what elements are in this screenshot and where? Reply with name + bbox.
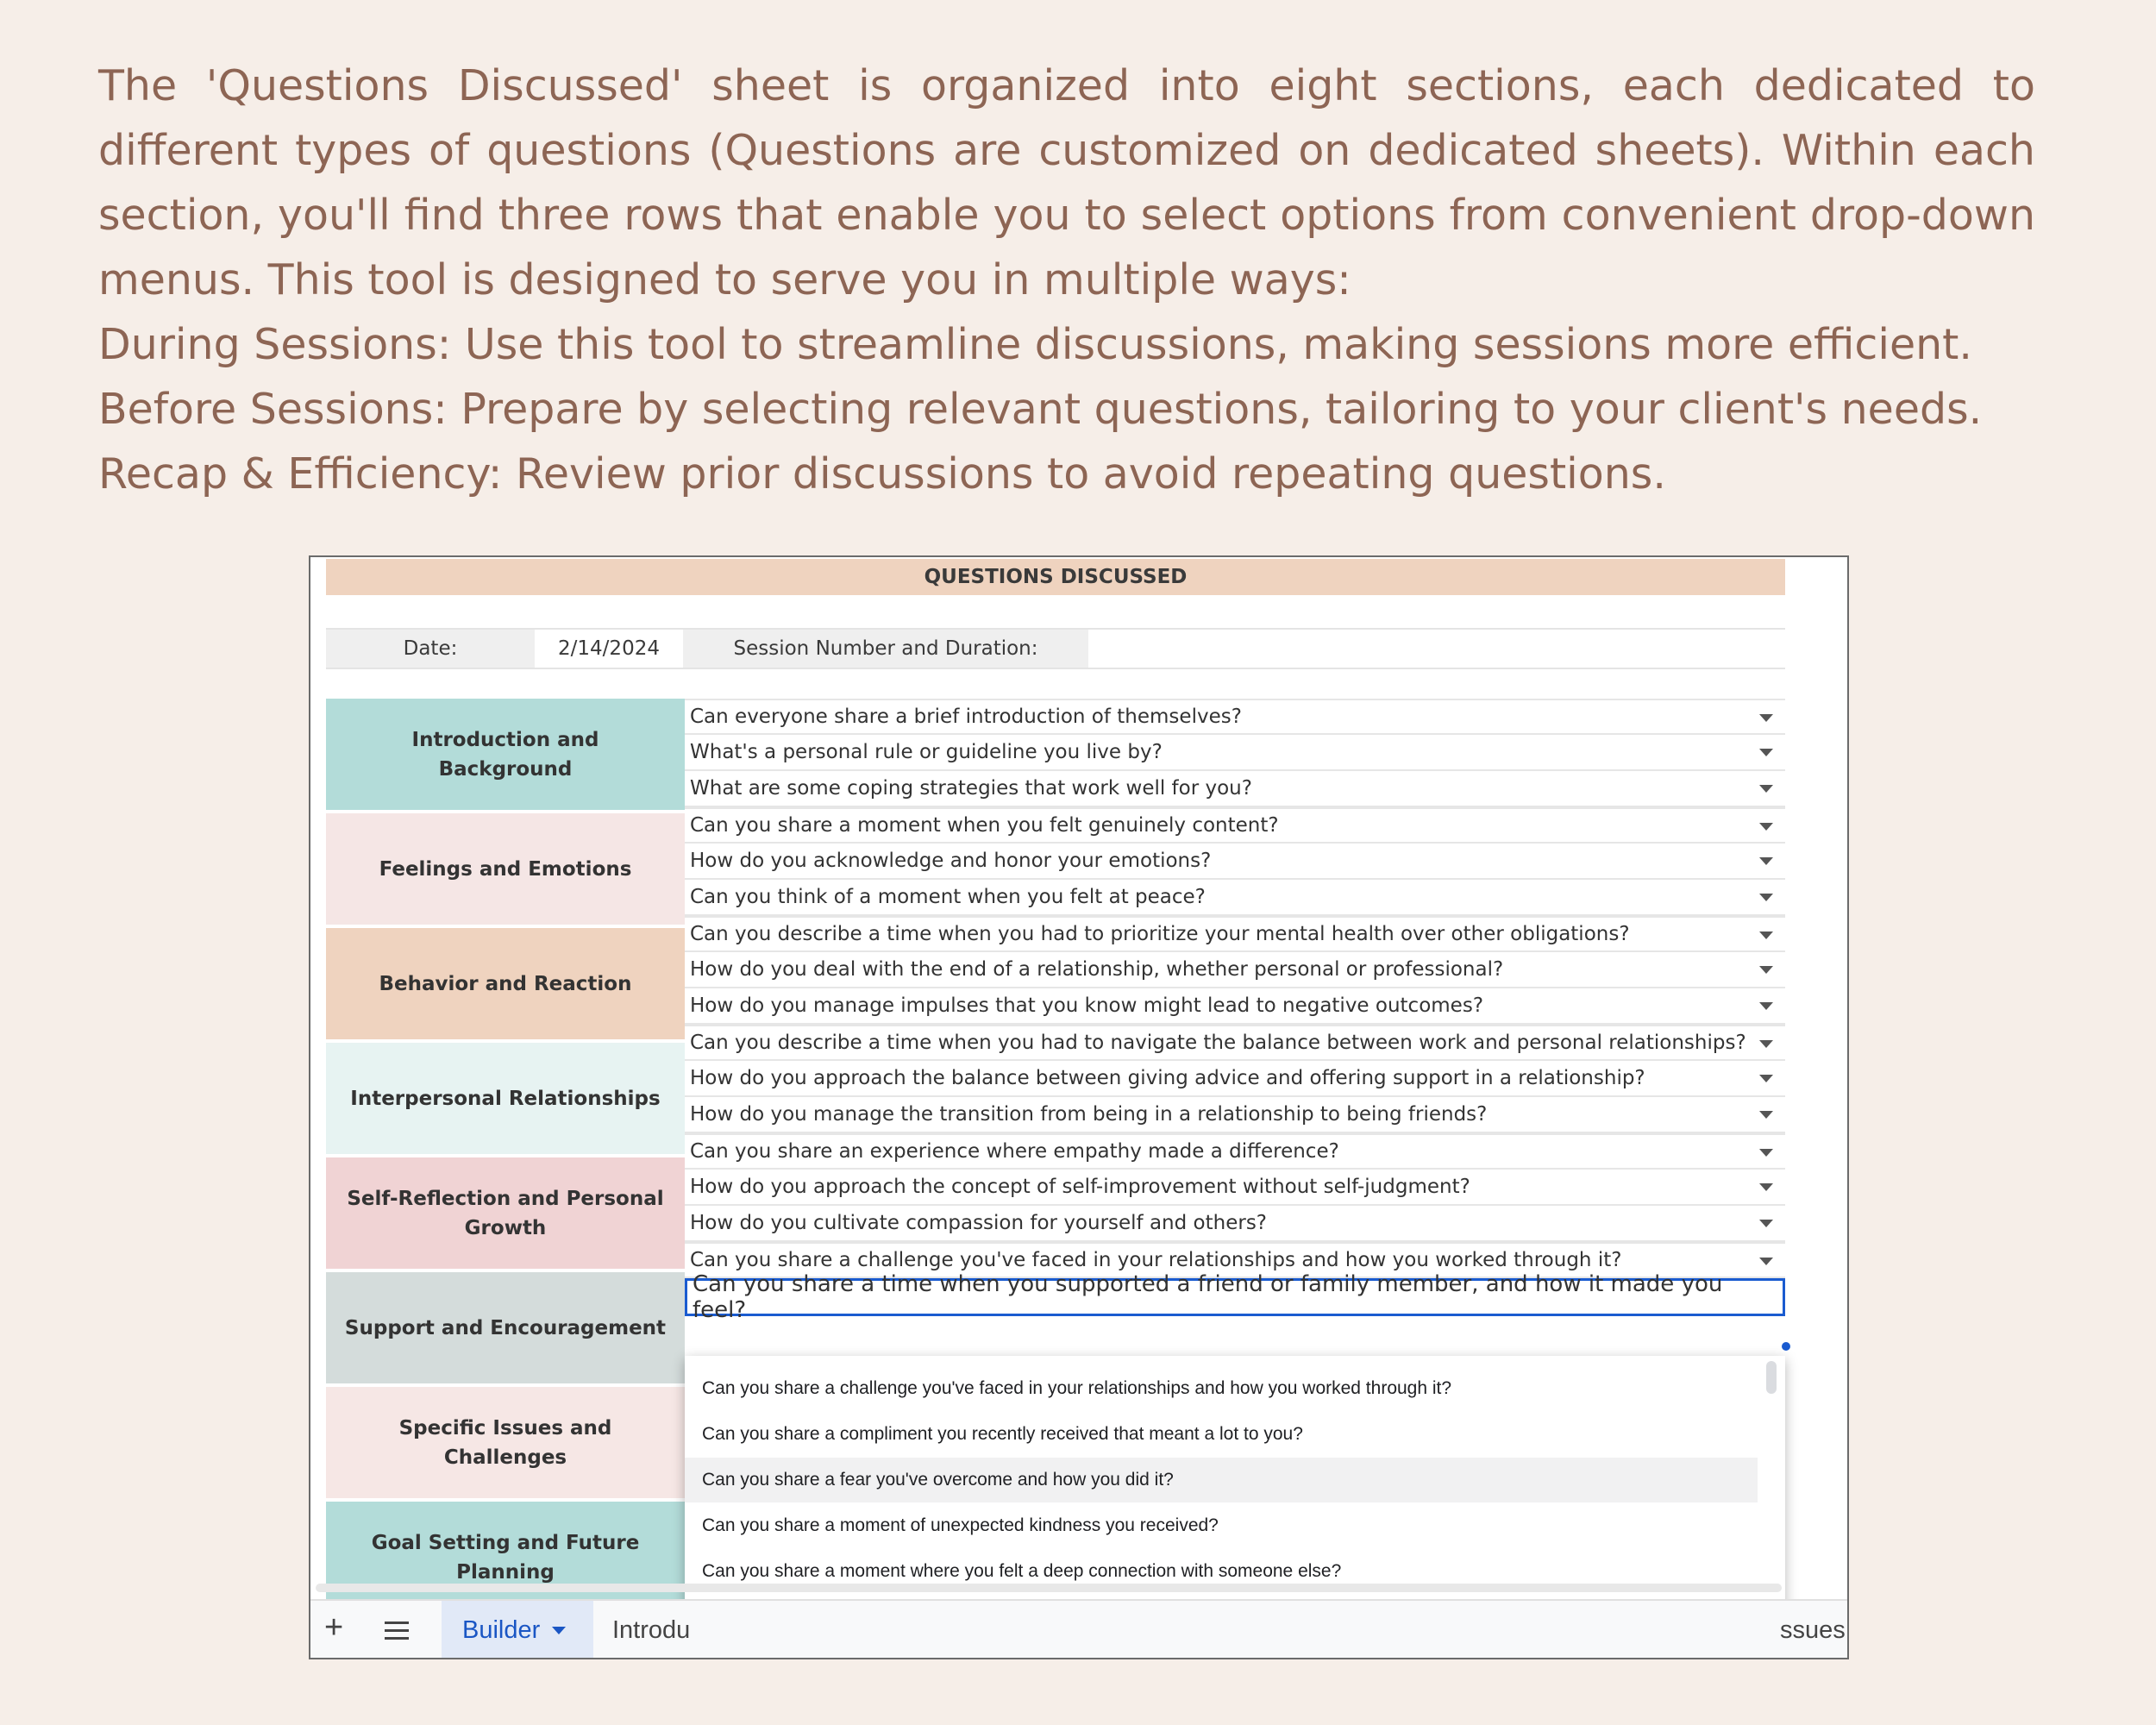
question-dropdown-cell[interactable]	[685, 807, 1785, 844]
tab-introduction[interactable]: Introdu	[612, 1615, 691, 1644]
category-cell: Behavior and Reaction	[326, 928, 685, 1039]
intro-during: During Sessions: Use this tool to streamline discussions, making sessions more efficient.	[98, 320, 1972, 369]
question-dropdown-cell[interactable]	[685, 916, 1785, 952]
question-text: How do you manage impulses that you know might lead to negative outcomes?	[690, 994, 1484, 1017]
category-cell: Feelings and Emotions	[326, 813, 685, 925]
info-row	[326, 628, 1785, 669]
intro-paragraph: The 'Questions Discussed' sheet is organized into eight sections, each dedicated to different types of questions (Questions are customized on dedicated sheets). Within each section, you'll find three rows that enable you to select options from convenient drop-down menus. This tool is designed to serve you in multiple ways:	[98, 61, 2035, 304]
question-dropdown-cell[interactable]	[685, 952, 1785, 988]
question-text: How do you deal with the end of a relationship, whether personal or professional?	[690, 958, 1504, 981]
category-cell: Self-Reflection and Personal Growth	[326, 1157, 685, 1269]
question-dropdown-cell[interactable]	[685, 880, 1785, 916]
intro-before: Before Sessions: Prepare by selecting relevant questions, tailoring to your client's needs.	[98, 385, 1983, 434]
dropdown-arrow-icon[interactable]	[1759, 1258, 1773, 1265]
question-text: How do you approach the balance between giving advice and offering support in a relationship?	[690, 1067, 1645, 1089]
tab-builder-label: Builder	[462, 1615, 541, 1644]
category-cell: Introduction and Background	[326, 699, 685, 810]
dropdown-arrow-icon[interactable]	[1759, 823, 1773, 831]
dropdown-arrow-icon[interactable]	[1759, 857, 1773, 865]
dropdown-option[interactable]: Can you share a challenge you've faced in your relationships and how you worked through it?	[702, 1378, 1452, 1398]
question-text: Can you describe a time when you had to prioritize your mental health over other obligations?	[690, 923, 1630, 945]
question-text: What are some coping strategies that work well for you?	[690, 777, 1252, 800]
question-text: Can you share an experience where empathy made a difference?	[690, 1140, 1339, 1163]
question-text: Can you think of a moment when you felt at peace?	[690, 886, 1206, 908]
category-cell: Support and Encouragement	[326, 1272, 685, 1383]
question-dropdown-cell[interactable]	[685, 988, 1785, 1025]
dropdown-arrow-icon[interactable]	[1759, 1183, 1773, 1191]
dropdown-arrow-icon[interactable]	[1759, 749, 1773, 756]
question-dropdown-cell[interactable]	[685, 1133, 1785, 1170]
dropdown-option[interactable]: Can you share a compliment you recently received that meant a lot to you?	[702, 1424, 1303, 1444]
category-column	[326, 699, 685, 1616]
question-text: What's a personal rule or guideline you live by?	[690, 741, 1163, 763]
question-column	[685, 699, 1785, 1323]
dropdown-arrow-icon[interactable]	[1759, 1002, 1773, 1010]
chevron-down-icon[interactable]	[552, 1627, 566, 1634]
dropdown-arrow-icon[interactable]	[1759, 932, 1773, 939]
question-dropdown-cell[interactable]	[685, 1097, 1785, 1133]
category-cell: Interpersonal Relationships	[326, 1043, 685, 1154]
dropdown-scrollbar[interactable]	[1766, 1361, 1777, 1394]
category-cell: Goal Setting and Future Planning	[326, 1502, 685, 1613]
question-dropdown-cell[interactable]	[685, 735, 1785, 771]
selection-fill-handle[interactable]	[1782, 1342, 1790, 1351]
question-text: Can everyone share a brief introduction of themselves?	[690, 706, 1242, 728]
dropdown-option[interactable]: Can you share a moment of unexpected kindness you received?	[702, 1515, 1219, 1535]
date-value-cell[interactable]: 2/14/2024	[558, 637, 660, 660]
question-dropdown-cell[interactable]	[685, 699, 1785, 735]
sheet-title: QUESTIONS DISCUSSED	[326, 559, 1785, 595]
question-dropdown-cell[interactable]	[685, 1206, 1785, 1242]
dropdown-arrow-icon[interactable]	[1759, 1040, 1773, 1048]
dropdown-arrow-icon[interactable]	[1759, 966, 1773, 974]
dropdown-arrow-icon[interactable]	[1759, 1220, 1773, 1227]
question-text: How do you manage the transition from being in a relationship to being friends?	[690, 1103, 1488, 1126]
question-text: Can you share a moment when you felt genuinely content?	[690, 814, 1279, 837]
session-value-cell[interactable]	[1088, 630, 1785, 668]
sheet-tab-bar	[310, 1599, 1849, 1659]
dropdown-arrow-icon[interactable]	[1759, 1075, 1773, 1082]
session-label: Session Number and Duration:	[683, 630, 1088, 668]
question-dropdown-cell[interactable]	[685, 1025, 1785, 1061]
question-text: How do you cultivate compassion for yourself and others?	[690, 1212, 1268, 1234]
date-label: Date:	[326, 630, 535, 668]
question-dropdown-cell[interactable]	[685, 1170, 1785, 1206]
dropdown-option[interactable]: Can you share a moment where you felt a deep connection with someone else?	[702, 1561, 1342, 1581]
question-text: How do you acknowledge and honor your emotions?	[690, 850, 1212, 872]
question-text: Can you describe a time when you had to navigate the balance between work and personal relationships?	[690, 1032, 1746, 1054]
dropdown-arrow-icon[interactable]	[1759, 894, 1773, 901]
spreadsheet-window	[309, 555, 1849, 1659]
dropdown-option[interactable]: Can you share a fear you've overcome and how you did it?	[685, 1458, 1758, 1502]
horizontal-scrollbar[interactable]	[316, 1584, 1782, 1592]
question-text: Can you share a challenge you've faced in your relationships and how you worked through it?	[690, 1249, 1622, 1271]
question-dropdown-cell[interactable]	[685, 771, 1785, 807]
all-sheets-menu-icon[interactable]	[385, 1622, 409, 1645]
question-dropdown-cell[interactable]	[685, 1061, 1785, 1097]
tab-builder[interactable]	[442, 1601, 593, 1659]
category-cell: Specific Issues and Challenges	[326, 1387, 685, 1498]
add-sheet-button[interactable]: +	[324, 1609, 344, 1646]
intro-recap: Recap & Efficiency: Review prior discussions to avoid repeating questions.	[98, 449, 1666, 499]
tab-issues[interactable]: ssues	[1780, 1615, 1846, 1644]
dropdown-arrow-icon[interactable]	[1759, 1111, 1773, 1119]
active-question-cell[interactable]: Can you share a time when you supported a friend or family member, and how it made you feel?	[685, 1278, 1785, 1316]
question-dropdown-cell[interactable]	[685, 844, 1785, 880]
dropdown-arrow-icon[interactable]	[1759, 785, 1773, 793]
dropdown-arrow-icon[interactable]	[1759, 1149, 1773, 1157]
question-text: How do you approach the concept of self-improvement without self-judgment?	[690, 1176, 1470, 1198]
dropdown-arrow-icon[interactable]	[1759, 714, 1773, 722]
intro-text	[98, 53, 2035, 506]
